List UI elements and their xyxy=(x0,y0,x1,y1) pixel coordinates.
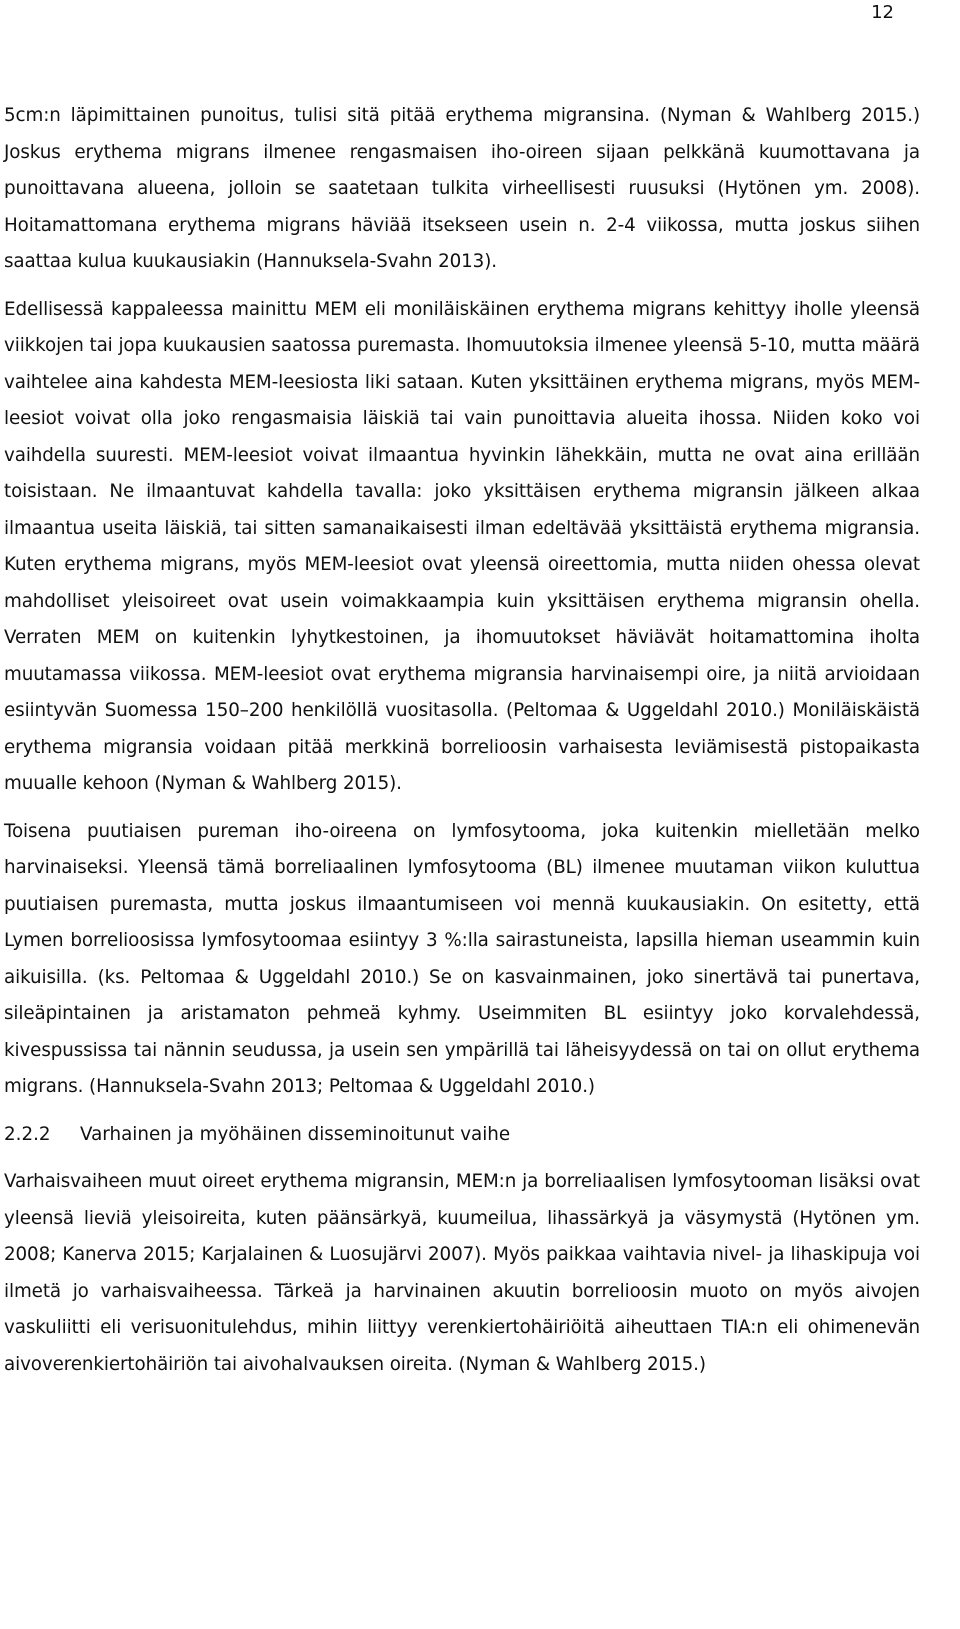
section-number: 2.2.2 xyxy=(4,1123,51,1145)
paragraph-lymphocytoma: Toisena puutiaisen pureman iho-oireena on lymfosytooma, joka kuitenkin mielletään melko harvinaiseksi. Yleensä tämä borreliaalinen lymfosytooma (BL) ilmenee muutaman viikon kuluttua puutiaisen puremasta, mutta joskus ilmaantumiseen voi mennä kuukausiakin. On esitetty, että Lymen borrelioosissa lymfosytoomaa esiintyy 3 %:lla sairastuneista, lapsilla hieman useammin kuin aikuisilla. (ks. Peltomaa & Uggeldahl 2010.) Se on kasvainmainen, joko sinertävä tai punertava, sileäpintainen ja aristamaton pehmeä kyhmy. Useimmiten BL esiintyy joko korvalehdessä, kivespussissa tai nännin seudussa, ja usein sen ympärillä tai läheisyydessä on tai on ollut erythema migrans. (Hannuksela-Svahn 2013; Peltomaa & Uggeldahl 2010.) xyxy=(4,820,920,1097)
paragraph-erythema-migrans: 5cm:n läpimittainen punoitus, tulisi sitä pitää erythema migransina. (Nyman & Wahlberg 2015.) Joskus erythema migrans ilmenee rengasmaisen iho-oireen sijaan pelkkänä kuumottavana ja punoittavana alueena, jolloin se saatetaan tulkita virheellisesti ruusuksi (Hytönen ym. 2008). Hoitamattomana erythema migrans häviää itsekseen usein n. 2-4 viikossa, mutta joskus siihen saattaa kulua kuukausiakin (Hannuksela-Svahn 2013). xyxy=(4,105,920,272)
paragraph-mem: Edellisessä kappaleessa mainittu MEM eli moniläiskäinen erythema migrans kehittyy iholle yleensä viikkojen tai jopa kuukausien saatossa puremasta. Ihomuutoksia ilmenee yleensä 5-10, mutta määrä vaihtelee aina kahdesta MEM-leesiosta liki sataan. Kuten yksittäinen erythema migrans, myös MEM-leesiot voivat olla joko rengasmaisia läiskiä tai vain punoittavia alueita ihossa. Niiden koko voi vaihdella suuresti. MEM-leesiot voivat ilmaantua hyvinkin lähekkäin, mutta ne ovat aina erillään toisistaan. Ne ilmaantuvat kahdella tavalla: joko yksittäisen erythema migransin jälkeen alkaa ilmaantua useita läiskiä, tai sitten samanaikaisesti ilman edeltävää yksittäistä erythema migransia. Kuten erythema migrans, myös MEM-leesiot ovat yleensä oireettomia, mutta niiden ohessa olevat mahdolliset yleisoireet ovat usein voimakkaampia kuin yksittäisen erythema migransin ohella. Verraten MEM on kuitenkin lyhytkestoinen, ja ihomuutokset häviävät hoitamattomina iholta muutamassa viikossa. MEM-leesiot ovat erythema migransia harvinaisempi oire, ja niitä arvioidaan esiintyvän Suomessa 150–200 henkilöllä vuositasolla. (Peltomaa & Uggeldahl 2010.) Moniläiskäistä erythema migransia voidaan pitää merkkinä borrelioosin varhaisesta leviämisestä pistopaikasta muualle kehoon (Nyman & Wahlberg 2015). xyxy=(4,298,920,794)
paragraph-early-symptoms: Varhaisvaiheen muut oireet erythema migransin, MEM:n ja borreliaalisen lymfosytooman lisäksi ovat yleensä lieviä yleisoireita, kuten päänsärkyä, kuumeilua, lihassärkyä ja väsymystä (Hytönen ym. 2008; Kanerva 2015; Karjalainen & Luosujärvi 2007). Myös paikkaa vaihtavia nivel- ja lihaskipuja voi ilmetä jo varhaisvaiheessa. Tärkeä ja harvinainen akuutin borrelioosin muoto on myös aivojen vaskuliitti eli verisuonitulehdus, mihin liittyy verenkiertohäiriöitä aiheuttaen TIA:n eli ohimenevän aivoverenkiertohäiriön tai aivohalvauksen oireita. (Nyman & Wahlberg 2015.) xyxy=(4,1171,920,1375)
section-heading xyxy=(4,1117,920,1154)
section-title: Varhainen ja myöhäinen disseminoitunut vaihe xyxy=(80,1123,511,1145)
page-number: 12 xyxy=(871,2,894,23)
document-body xyxy=(4,98,920,1383)
